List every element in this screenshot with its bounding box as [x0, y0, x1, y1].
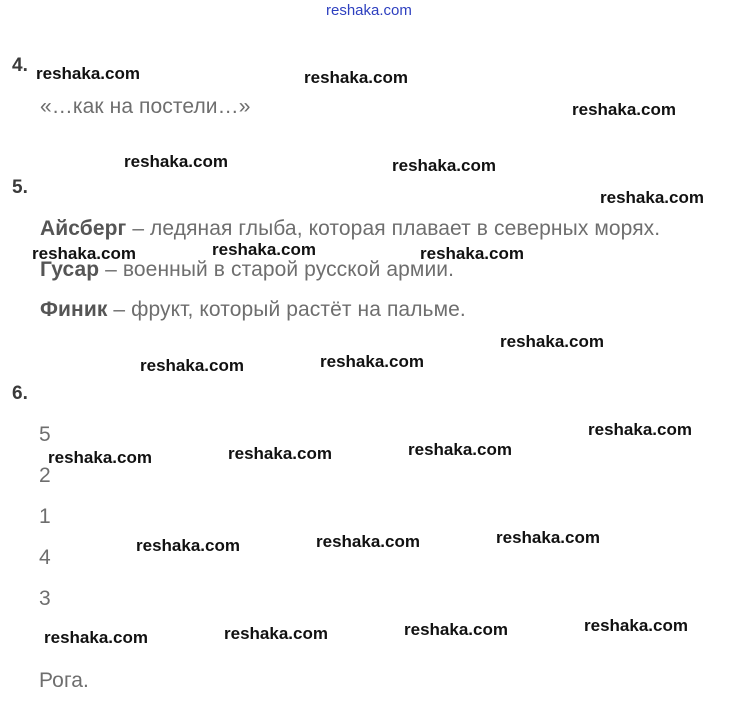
- watermark: reshaka.com: [420, 244, 524, 263]
- watermark: reshaka.com: [408, 440, 512, 459]
- watermark: reshaka.com: [500, 332, 604, 351]
- watermark: reshaka.com: [320, 352, 424, 371]
- header-site-link[interactable]: reshaka.com: [326, 2, 412, 19]
- definition-line: [40, 217, 660, 241]
- watermark: reshaka.com: [36, 64, 140, 83]
- watermark: reshaka.com: [404, 620, 508, 639]
- watermark: reshaka.com: [588, 420, 692, 439]
- watermark: reshaka.com: [228, 444, 332, 463]
- watermark: reshaka.com: [212, 240, 316, 259]
- watermark: reshaka.com: [224, 624, 328, 643]
- order-item: 2: [39, 464, 51, 487]
- definition-line: [40, 298, 466, 322]
- watermark: reshaka.com: [32, 244, 136, 263]
- watermark: reshaka.com: [584, 616, 688, 635]
- watermark: reshaka.com: [316, 532, 420, 551]
- task-5-number: 5.: [12, 177, 28, 198]
- definition-text: – военный в старой русской армии.: [99, 258, 455, 281]
- definition-term: Финик: [40, 298, 108, 321]
- definition-term: Гусар: [40, 258, 100, 281]
- watermark: reshaka.com: [304, 68, 408, 87]
- definition-text: – фрукт, который растёт на пальме.: [107, 298, 466, 321]
- definition-term: Айсберг: [40, 217, 127, 240]
- task-4-quote: «…как на постели…»: [40, 95, 251, 118]
- watermark: reshaka.com: [48, 448, 152, 467]
- watermark: reshaka.com: [44, 628, 148, 647]
- task-4-number: 4.: [12, 55, 28, 76]
- watermark: reshaka.com: [124, 152, 228, 171]
- watermark: reshaka.com: [392, 156, 496, 175]
- watermark: reshaka.com: [136, 536, 240, 555]
- order-item: 3: [39, 587, 51, 610]
- task-6-number: 6.: [12, 383, 28, 404]
- watermark: reshaka.com: [600, 188, 704, 207]
- watermark: reshaka.com: [496, 528, 600, 547]
- watermark: reshaka.com: [140, 356, 244, 375]
- order-item: 1: [39, 505, 51, 528]
- order-item: 5: [39, 423, 51, 446]
- task-6-answer: Рога.: [39, 669, 89, 692]
- watermark: reshaka.com: [572, 100, 676, 119]
- order-item: 4: [39, 546, 51, 569]
- definition-text: – ледяная глыба, которая плавает в северных морях.: [126, 217, 661, 240]
